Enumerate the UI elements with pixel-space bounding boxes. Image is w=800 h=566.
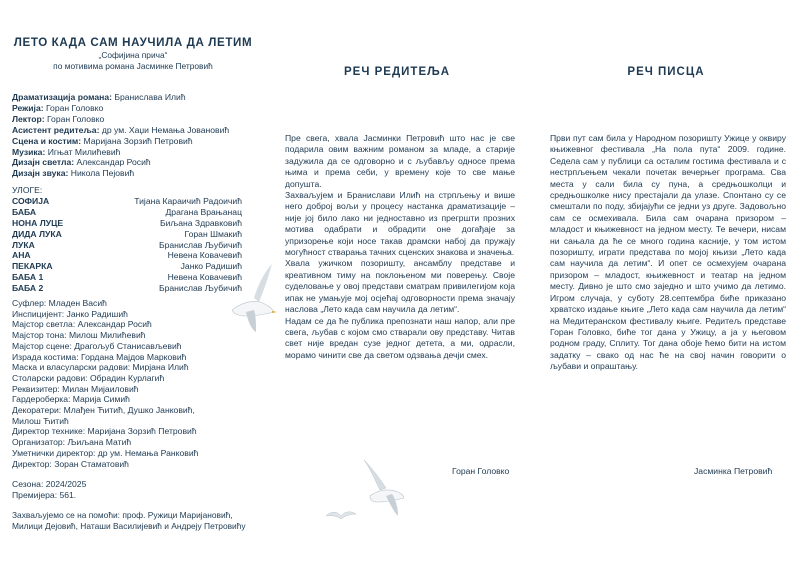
director-signature: Горан Головко: [452, 466, 510, 476]
writer-heading: РЕЧ ПИСЦА: [627, 66, 705, 78]
roles-list: [12, 185, 242, 294]
director-paragraph: Хвала ужичком позоришту, ансамблу представе и креативном тиму на поклоњеном ми поверењу. Своје суделовање у овој представи сматрам привилегијом која ипак не умањује мој осјећај одговорности према значају наслова „Лето када сам научила да летим“.: [285, 258, 515, 315]
crew-row: Инспицијент: Јанко Радишић: [12, 308, 128, 319]
crew-row: Директор технике: Маријана Зорзић Петровић: [12, 426, 197, 437]
premiere-label: Премијера: 561.: [12, 490, 77, 500]
credit-row: Дизајн светла: Александар Росић: [12, 157, 151, 168]
role-row: БАБА 1 Невена Ковачевић: [12, 272, 242, 283]
crew-row: Декоратери: Млађен Ћитић, Душко Јанковић,: [12, 405, 195, 416]
role-row: ПЕКАРКА Јанко Радишић: [12, 261, 242, 272]
crew-row: Мајстор сцене: Драгољуб Станисављевић: [12, 340, 182, 351]
crew-row: Мајстор светла: Александар Росић: [12, 319, 152, 330]
role-row: ЛУКА Бранислав Љубичић: [12, 239, 242, 250]
director-paragraph: Надам се да ће публика препознати наш напор, али пре свега, љубав с којом смо стварали ову представу. Читав свет није вредан сузе једног детета, а ми, одрасли, морамо чинити све да светом одзвања дечји смех.: [285, 315, 515, 360]
director-paragraph: Пре свега, хвала Јасминки Петровић што нас је све подарила овим важним романом за младе, а старије задужила да се одговорно и с љубављу односе према њима и према себи, у времену које то све мање допушта.: [285, 133, 515, 189]
crew-row: Реквизитер: Милан Мијаиловић: [12, 383, 139, 394]
crew-row: Израда костима: Гордана Мајдов Марковић: [12, 351, 187, 362]
writer-paragraph: Први пут сам била у Народном позоришту Ужице у оквиру књижевног фестивала „На пола пута“ 2009. године. Седела сам у публици са осталим гостима фестивала и с нестрпљењем чекали почетак вечерњег програма. Сва места у сали била су пуна, а средњошколци и средњошколке нису престајали да улазе. Спонтано су се смештали по поду, збијајући се једни уз друге. Задовољно сам се осмехивала. Била сам очарана призором – младост и књижевност на једном месту. Те вечери, нисам ни сањала да ће се много година касније, у том истом позоришту, играти представа по мојој књизи „Лето када сам научила да летим“. И опет се осмехујем очарана призором – младост, књижевност и театар на једном месту. Дивно је што смо заједно и што учимо да летимо. Игром случаја, у суботу 28.септембра биће приказано хрватско издање књиге „Лето када сам научила да летим“ на Медитеранском фестивалу књиге. Редитељ представе Горан Головко, биће тог дана у Ужицу, а ја у његовом родном граду, Сплиту. Тог дана обоје ћемо бити на истом задатку – свако од нас ће на свој начин говорити о љубави и опраштању.: [550, 133, 786, 372]
director-paragraph: Захваљујем и Бранислави Илић на стрпљењу и више него доброј вољи у процесу настанка драматизације – није јој било лако ни једноставно из прегршти прозних мотива одабрати и обрадити оне догађаје за упризорење који носе такав драмски набој да пружају могућност стварања тачних сценских знакова и значења.: [285, 190, 515, 258]
subtitle-story: „Софијина прича“: [98, 50, 168, 60]
crew-row: Столарски радови: Обрадин Курлагић: [12, 372, 165, 383]
credit-row: Асистент редитеља: др ум. Хаџи Немања Јовановић: [12, 124, 230, 135]
seagull-icon: [324, 506, 358, 522]
credit-row: Музика: Игњат Милићевић: [12, 146, 121, 157]
credit-row: Драматизација романа: Бранислава Илић: [12, 92, 186, 102]
crew-row: Уметнички директор: др ум. Немања Ранковић: [12, 447, 199, 458]
director-heading: РЕЧ РЕДИТЕЉА: [344, 66, 450, 78]
acknowledgements: Захваљујемо се на помоћи: проф. Ружици Маријановић, Милици Дејовић, Наташи Василијевић и Андреју Петровићу: [12, 510, 246, 531]
roles-heading: УЛОГЕ:: [12, 185, 43, 195]
credit-row: Режија: Горан Головко: [12, 102, 104, 113]
role-row: БАБА Драгана Врањанац: [12, 206, 242, 217]
page-title: ЛЕТО КАДА САМ НАУЧИЛА ДА ЛЕТИМ: [13, 36, 253, 49]
director-panel: [262, 0, 532, 566]
seagull-icon: [360, 456, 406, 518]
crew-list: [12, 298, 260, 469]
credit-row: Сцена и костим: Маријана Зорзић Петровић: [12, 135, 193, 146]
crew-row: Маска и власуларски радови: Мирјана Илић: [12, 362, 189, 373]
crew-row: Директор: Зоран Стаматовић: [12, 458, 129, 469]
crew-row: Организатор: Љиљана Матић: [12, 437, 132, 448]
crew-row: Мајстор тона: Милош Милићевић: [12, 330, 146, 341]
role-row: АНА Невена Ковачевић: [12, 250, 242, 261]
season-label: Сезона: 2024/2025: [12, 479, 87, 489]
role-row: СОФИЈА Тијана Караичић Радоичић: [12, 195, 242, 206]
role-row: НОНА ЛУЦЕ Биљана Здравковић: [12, 217, 242, 228]
role-row: БАБА 2 Бранислав Љубичић: [12, 283, 242, 294]
crew-row: Милош Ћитић: [12, 415, 69, 426]
director-text: [285, 133, 515, 361]
credit-row: Дизајн звука: Никола Пејовић: [12, 168, 135, 179]
season-info: [12, 479, 86, 501]
role-row: ДИДА ЛУКА Горан Шмакић: [12, 228, 242, 239]
writer-signature: Јасминка Петровић: [694, 466, 773, 476]
subtitle-source: по мотивима романа Јасминке Петровић: [53, 61, 213, 71]
credits-list: [12, 92, 262, 179]
writer-panel: [532, 0, 800, 566]
writer-text: [550, 133, 786, 373]
crew-row: Суфлер: Младен Васић: [12, 298, 107, 308]
credit-row: Лектор: Горан Головко: [12, 113, 105, 124]
crew-row: Гардероберка: Марија Симић: [12, 394, 130, 405]
